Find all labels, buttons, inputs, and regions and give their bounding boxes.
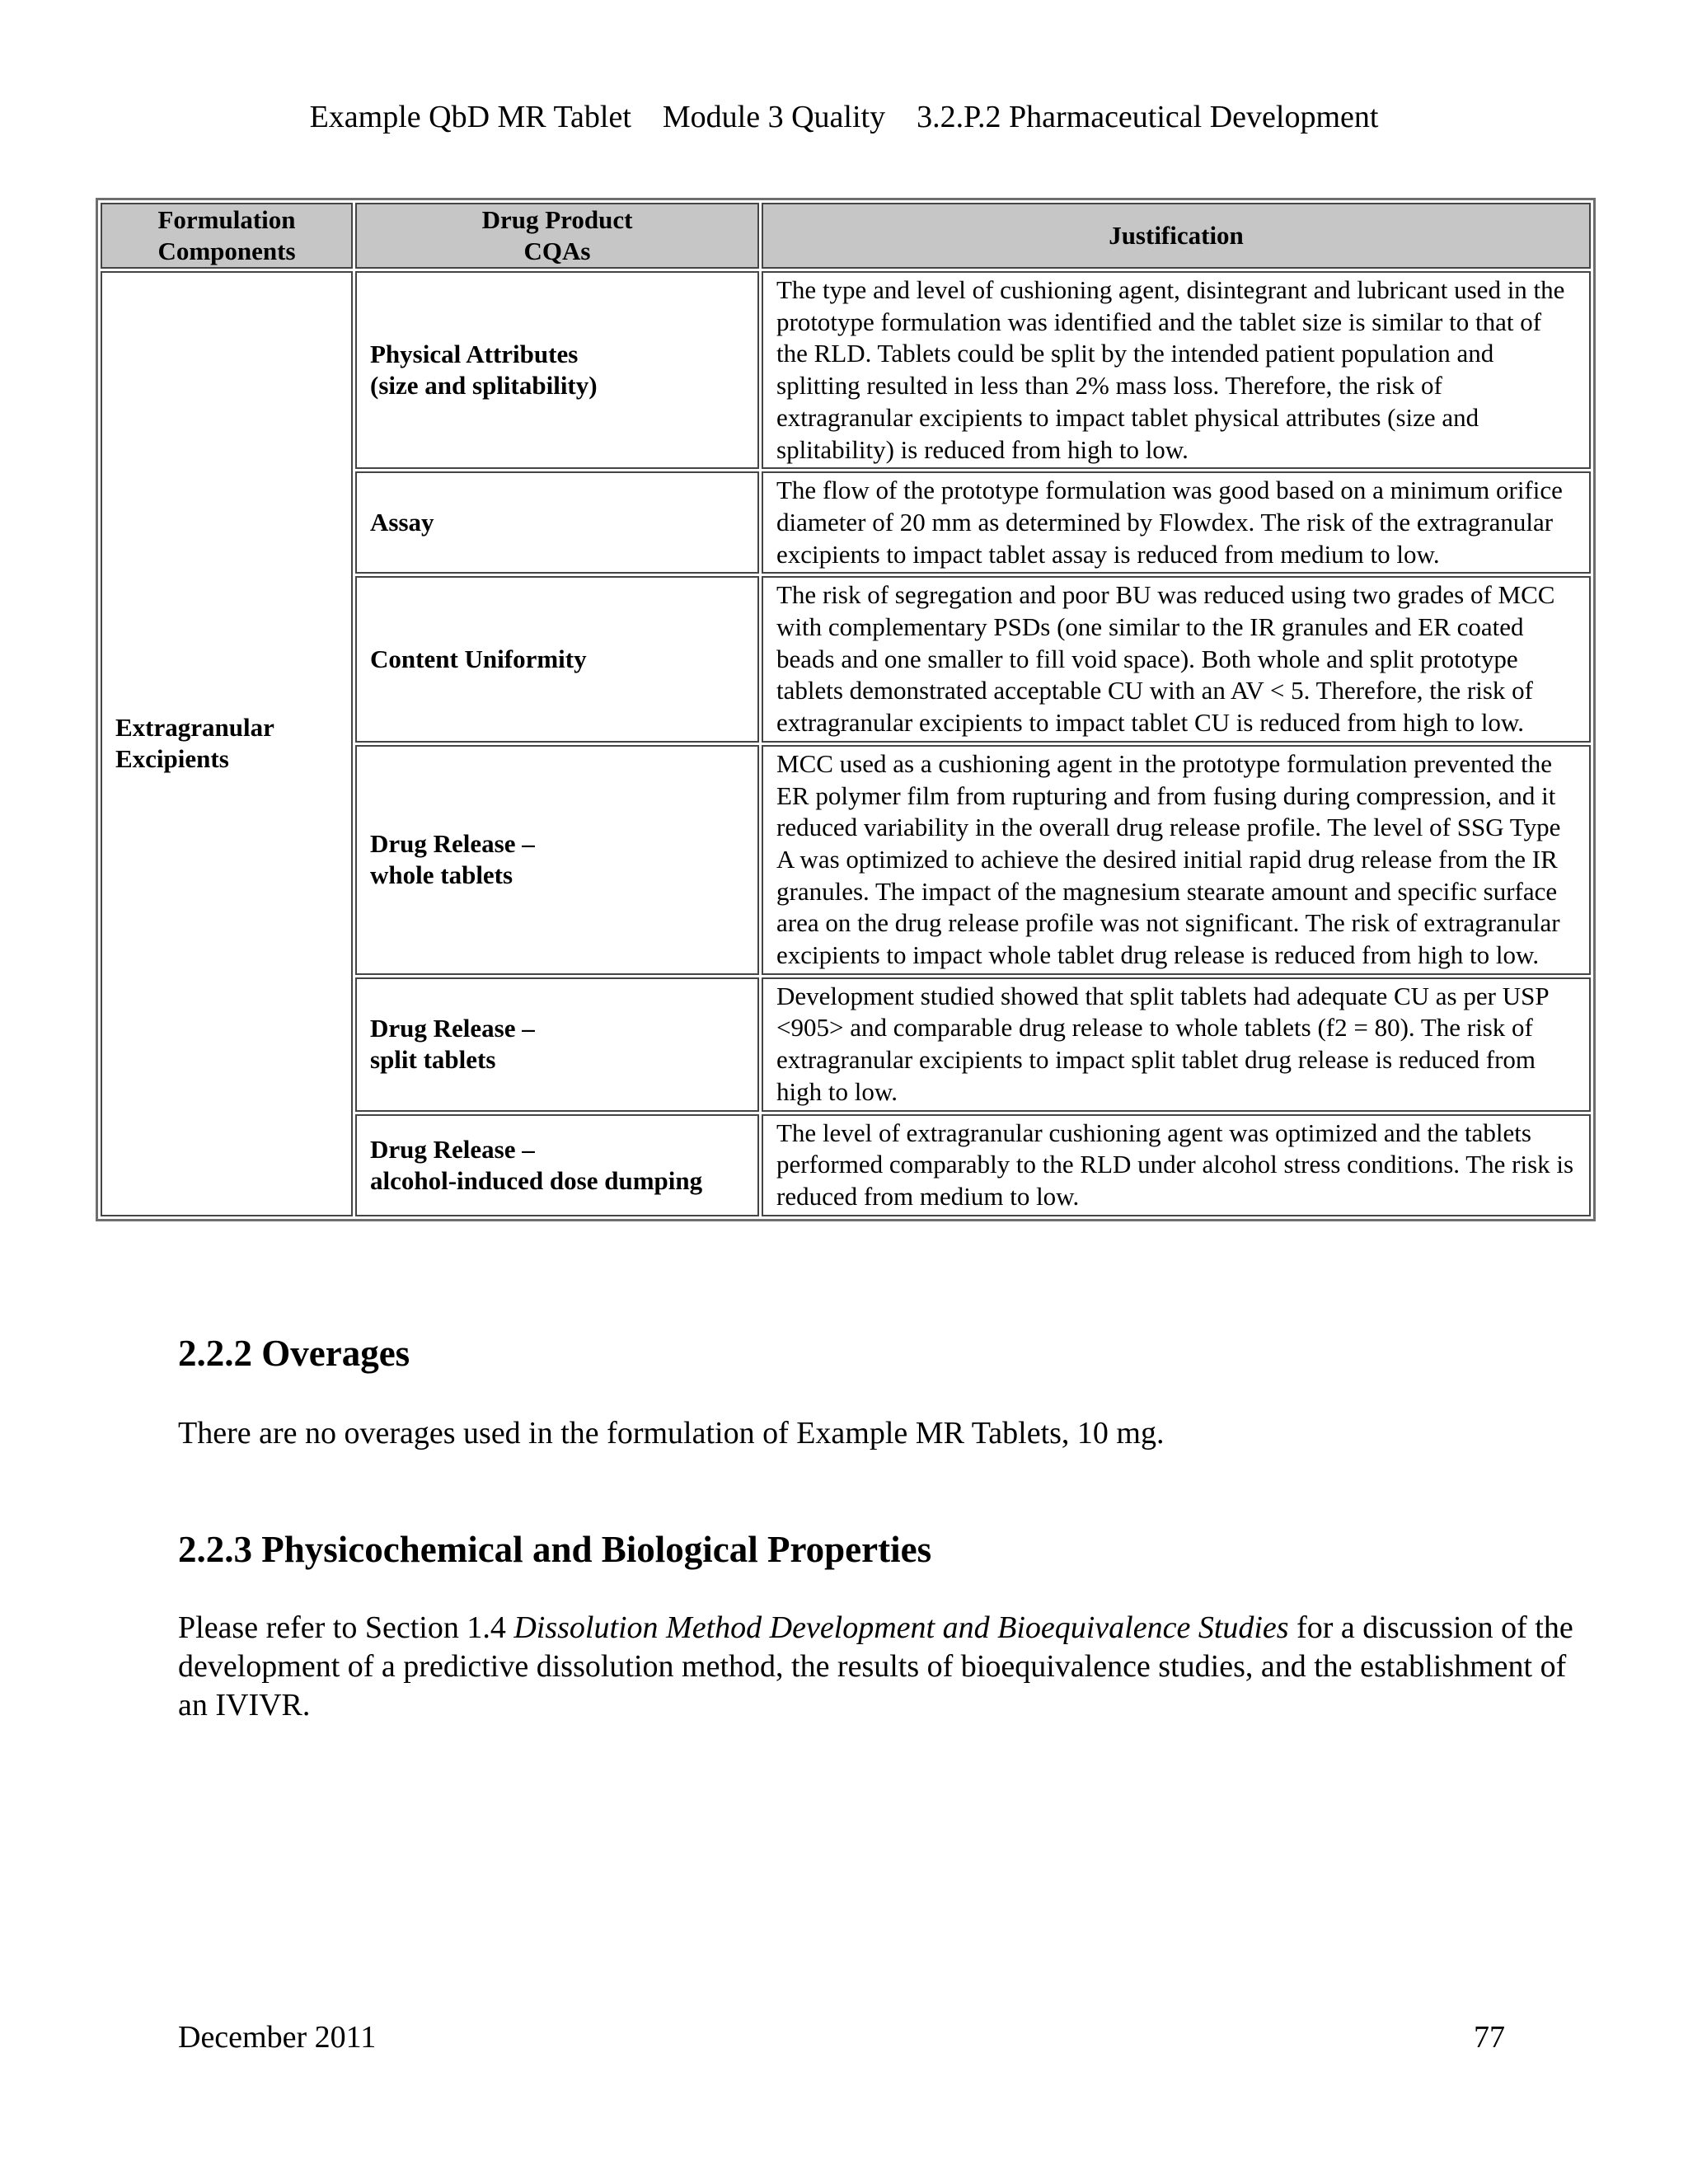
cqa-name-line: Drug Release – [370,1014,535,1043]
table-header-row [101,203,1591,269]
cqa-name-line: Physical Attributes [370,340,579,369]
formulation-component-line: Excipients [115,744,229,774]
physchem-paragraph [178,1609,1579,1725]
cqa-name-line: alcohol-induced dose dumping [370,1165,703,1195]
section-heading-physchem: 2.2.3 Physicochemical and Biological Properties [178,1529,932,1570]
justification-cell: MCC used as a cushioning agent in the prototype formulation prevented the ER polymer film from rupturing and from fusing during compression, and it reduced variability in the overall drug release profile. The level of SSG Type A was optimized to achieve the desired initial rapid drug release from the IR granules. The impact of the magnesium stearate amount and specific surface area on the drug release profile was not significant. The risk of extragranular excipients to impact whole tablet drug release is reduced from high to low. [762,745,1591,975]
cqa-name-line: Drug Release – [370,1134,535,1164]
formulation-component-cell [101,271,353,1216]
cqa-justification-table [96,198,1596,1221]
cqa-name-cell [355,576,759,743]
cqa-name-line: Assay [370,508,434,537]
header-formulation-components: Formulation Components [101,203,353,269]
physchem-section-title: Dissolution Method Development and Bioequivalence Studies [513,1610,1289,1645]
physchem-text-after: for a discussion of the development of a predictive dissolution method, the results of bioequivalence studies, and the establishment of an IVIVR. [178,1610,1573,1722]
justification-cell: The level of extragranular cushioning agent was optimized and the tablets performed comparably to the RLD under alcohol stress conditions. The risk is reduced from medium to low. [762,1114,1591,1216]
cqa-name-line: Content Uniformity [370,644,587,674]
justification-cell: The flow of the prototype formulation was good based on a minimum orifice diameter of 20 mm as determined by Flowdex. The risk of the extragranular excipients to impact tablet assay is reduced from medium to low. [762,471,1591,574]
formulation-component-line: Extragranular [115,713,274,743]
cqa-name-cell [355,271,759,469]
header-drug-product-cqas: Drug Product CQAs [355,203,759,269]
cqa-name-cell [355,745,759,975]
cqa-name-cell [355,1114,759,1216]
page-header: Example QbD MR Tablet Module 3 Quality 3.2.P.2 Pharmaceutical Development [309,100,1379,134]
cqa-name-cell [355,471,759,574]
footer-date: December 2011 [178,2020,377,2055]
cqa-name-line: Drug Release – [370,829,535,859]
cqa-justification-table-wrap [96,198,1596,1221]
overages-paragraph: There are no overages used in the formulation of Example MR Tablets, 10 mg. [178,1416,1165,1451]
cqa-name-line: split tablets [370,1045,496,1075]
physchem-text-before: Please refer to Section 1.4 [178,1610,514,1645]
section-heading-overages: 2.2.2 Overages [178,1333,410,1374]
header-justification: Justification [762,203,1591,269]
justification-cell: The type and level of cushioning agent, disintegrant and lubricant used in the prototype formulation was identified and the tablet size is similar to that of the RLD. Tablets could be split by the intended patient population and splitting resulted in less than 2% mass loss. Therefore, the risk of extragranular excipients to impact tablet physical attributes (size and splitability) is reduced from high to low. [762,271,1591,469]
cqa-name-line: whole tablets [370,860,513,890]
cqa-name-cell [355,977,759,1112]
justification-cell: The risk of segregation and poor BU was reduced using two grades of MCC with complementary PSDs (one similar to the IR granules and ER coated beads and one smaller to fill void space). Both whole and split prototype tablets demonstrated acceptable CU with an AV < 5. Therefore, the risk of extragranular excipients to impact tablet CU is reduced from high to low. [762,576,1591,743]
table-row [101,271,1591,469]
footer-page-number: 77 [1474,2020,1505,2055]
cqa-name-line: (size and splitability) [370,371,598,401]
justification-cell: Development studied showed that split tablets had adequate CU as per USP <905> and comparable drug release to whole tablets (f2 = 80). The risk of extragranular excipients to impact split tablet drug release is reduced from high to low. [762,977,1591,1112]
